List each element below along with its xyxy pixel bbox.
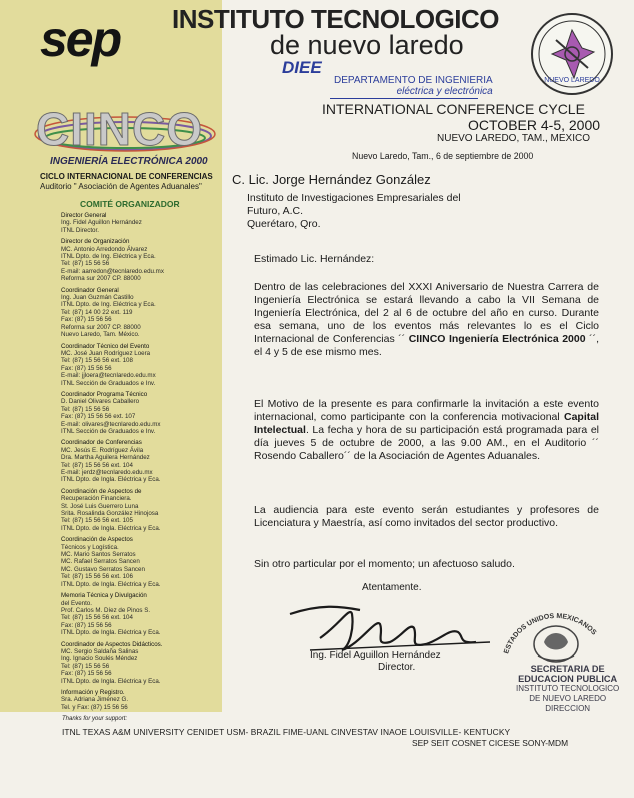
staff-line: D. Daniel Olivares Caballero [61, 398, 140, 406]
p2-text: El Motivo de la presente es para confirmarle la invitación a este evento internacional, como participante con la conferencia motivacional [254, 398, 599, 423]
stamp-line-2: EDUCACION PUBLICA [518, 674, 618, 684]
sponsors-line-2: SEP SEIT COSNET CICESE SONY-MDM [412, 738, 569, 748]
staff-line: Recuperación Financiera. [61, 495, 132, 503]
staff-line: MC. Antonio Arredondo Álvarez [61, 245, 148, 253]
staff-line: Fax: (87) 15 56 56 ext. 107 [61, 413, 136, 421]
staff-line: E-mail: jerdz@tecnlaredo.edu.mx [61, 469, 153, 476]
recipient-name: C. Lic. Jorge Hernández González [232, 172, 431, 187]
ciinco-subtitle: INGENIERÍA ELECTRÓNICA 2000 [50, 156, 208, 167]
staff-line: Fax: (87) 15 56 56 [61, 621, 112, 629]
staff-line: Tel: (87) 14 00 22 ext. 119 [61, 308, 133, 316]
ciinco-wordmark: CIINCO [36, 103, 203, 155]
seal-icon [516, 10, 628, 100]
staff-line: Coordinador General [61, 286, 119, 294]
sponsors-line-1: ITNL TEXAS A&M UNIVERSITY CENIDET USM- BRAZIL FIME-UANL CINVESTAV INAOE LOUISVILLE- KENTUCKY [62, 727, 511, 737]
staff-group [61, 592, 219, 636]
staff-line: Memoria Técnica y Divulgación [61, 592, 147, 600]
staff-line: E-mail: jjloera@tecnlaredo.edu.mx [61, 372, 156, 380]
recipient-address [247, 192, 461, 231]
stamp-text [516, 664, 619, 714]
staff-line: ITNL Sección de Graduados e Inv. [61, 379, 156, 387]
institute-title: INSTITUTO TECNOLOGICO [172, 4, 500, 34]
staff-line: ITNL Sección de Graduados e Inv. [61, 427, 156, 435]
staff-line: Tel: (87) 15 56 56 [61, 260, 110, 268]
salutation: Estimado Lic. Hernández: [254, 253, 375, 265]
institute-subtitle: de nuevo laredo [270, 30, 464, 60]
itnl-seal [516, 10, 628, 105]
staff-line: E-mail: aarredon@tecnlaredo.edu.mx [61, 267, 164, 275]
department-name [334, 75, 493, 97]
staff-line: Ing. Juan Guzmán Castillo [61, 294, 134, 302]
staff-group [61, 689, 219, 711]
department-line-1: DEPARTAMENTO DE INGENIERIA [334, 75, 493, 86]
stamp-line-5: DIRECCION [545, 704, 591, 713]
staff-line: ITNL Dpto. de Ing. Eléctrica y Eca. [61, 253, 156, 261]
p2-tail: . La fecha y hora de su participación está programada para el día jueves 5 de octubre de 2000, a las 9.00 AM., en el Auditorio ´´ Rosendo Caballero´´ de la Asociación de Agentes Aduanales. [254, 423, 599, 462]
staff-line: Ing. Fidel Aguillon Hernández [61, 219, 142, 227]
stamp-line-4: DE NUEVO LAREDO [529, 694, 607, 703]
conference-title: INTERNATIONAL CONFERENCE CYCLE [322, 101, 585, 117]
conference-place: NUEVO LAREDO, TAM., MEXICO [437, 133, 590, 144]
staff-line: ITNL Director. [61, 226, 99, 234]
cycle-title: CICLO INTERNACIONAL DE CONFERENCIAS [40, 172, 213, 181]
staff-line: Tel. y Fax: (87) 15 56 56 [61, 703, 128, 711]
p2-bold: Capital Intelectual [254, 410, 599, 436]
staff-line: Coordinación de Aspectos de [61, 487, 142, 495]
staff-line: Tel: (87) 15 56 56 ext. 106 [61, 573, 133, 581]
recipient-line-1: Instituto de Investigaciones Empresariales del [247, 192, 461, 204]
recipient-line-3: Querétaro, Qro. [247, 218, 321, 230]
paragraph-2 [254, 398, 599, 463]
staff-line: MC. José Juan Rodríguez Loera [61, 349, 151, 357]
signature-icon [280, 594, 500, 656]
staff-line: Coordinación de Aspectos [61, 536, 133, 544]
staff-line: Fax: (87) 15 56 56 [61, 670, 112, 678]
committee-heading: COMITÉ ORGANIZADOR [80, 199, 180, 209]
stamp-line-3: INSTITUTO TECNOLOGICO [516, 684, 620, 693]
paragraph-3: La audiencia para este evento serán estudiantes y profesores de Licenciatura y Maestría, así como invitados del sector productivo. [254, 504, 599, 529]
paragraph-4: Sin otro particular por el momento; un afectuoso saludo. [254, 558, 515, 570]
staff-group [61, 212, 219, 234]
staff-line: ITNL Dpto. de Ingla. Eléctrica y Eca. [61, 524, 161, 532]
staff-line: Coordinador de Conferencias [61, 439, 142, 447]
staff-line: Prof. Carlos M. Díez de Pinos S. [61, 606, 151, 614]
staff-line: Nuevo Laredo, Tam. México. [61, 331, 140, 339]
staff-line: MC. Sergio Saldaña Salinas [61, 647, 139, 655]
p1-tail: ´´, el 4 y 5 de ese mismo mes. [254, 332, 599, 358]
staff-group [61, 641, 219, 685]
staff-line: Tel: (87) 15 56 56 ext. 104 [61, 614, 133, 622]
staff-group [61, 439, 219, 483]
letter-date: Nuevo Laredo, Tam., 6 de septiembre de 2000 [352, 151, 534, 161]
staff-line: E-mail: olivares@tecnlaredo.edu.mx [61, 420, 161, 428]
paragraph-1 [254, 281, 599, 358]
staff-group [61, 343, 219, 387]
department-line-2: eléctrica y electrónica [396, 86, 493, 97]
staff-line: ITNL Dpto. de Ingla. Eléctrica y Eca. [61, 476, 161, 484]
official-stamp [486, 582, 626, 671]
svg-text:ESTADOS UNIDOS MEXICANOS [503, 613, 597, 655]
sep-logo: sep [40, 11, 121, 67]
staff-line: Tel: (87) 15 56 56 ext. 108 [61, 357, 133, 365]
staff-group [61, 488, 219, 532]
staff-line: ITNL Dpto. de Ingla. Eléctrica y Eca. [61, 629, 161, 637]
recipient-line-2: Futuro, A.C. [247, 205, 304, 217]
staff-line: Fax: (87) 15 56 56 [61, 316, 112, 324]
staff-line: ITNL Dpto. de Ingla. Eléctrica y Eca. [61, 677, 161, 685]
staff-line: St. José Luis Guerrero Luna [61, 502, 139, 510]
staff-group [61, 391, 219, 435]
staff-line: MC. Jesús E. Rodríguez Ávila [61, 446, 144, 454]
staff-line: ITNL Dpto. de Ing. Eléctrica y Eca. [61, 301, 156, 309]
staff-line: Reforma sur 2007 CP. 88000 [61, 275, 141, 283]
staff-line: Tel: (87) 15 56 56 ext. 105 [61, 517, 133, 525]
staff-line: MC. Rafael Serratos Sancen [61, 558, 140, 566]
conference-date: OCTOBER 4-5, 2000 [468, 117, 601, 133]
p1-bold: CIINCO Ingeniería Electrónica 2000 [408, 332, 586, 345]
staff-line: Coordinador Técnico del Evento [61, 342, 150, 350]
staff-line: Ing. Ignacio Soulés Méndez [61, 655, 138, 663]
signer-role: Director. [378, 662, 416, 673]
staff-group [61, 238, 219, 282]
staff-line: MC. Mario Santos Serratos [61, 551, 136, 559]
stamp-line-1: SECRETARIA DE [530, 664, 605, 674]
seal-label: NUEVO LAREDO [544, 77, 600, 84]
staff-group [61, 536, 219, 588]
staff-line: Srita. Rosalinda González Hinojosa [61, 510, 159, 518]
divider [330, 98, 478, 99]
stamp-icon [486, 582, 626, 666]
diee-logo: DIEE [282, 58, 322, 77]
staff-line: Reforma sur 2007 CP. 88000 [61, 323, 141, 331]
staff-line: Director de Organización [61, 238, 130, 246]
staff-line: Dra. Martha Aguilera Hernández [61, 454, 150, 462]
stamp-ring-text: ESTADOS UNIDOS MEXICANOS [503, 612, 598, 655]
staff-line: Coordinador de Aspectos Didácticos. [61, 640, 163, 648]
thanks-label: Thanks for your support: [62, 716, 128, 722]
staff-line: Director General [61, 212, 107, 219]
p1-text: Dentro de las celebraciones del XXXI Aniversario de Nuestra Carrera de Ingeniería Electrónica se estará llevando a cabo la VII Semana de Ingeniería Electrónica, del 2 al 6 de octubre del año en curso. Durante esa semana, uno de los eventos más relevantes lo es el Ciclo Internacional de Conferencias ´´ [254, 281, 599, 345]
staff-line: MC. Gustavo Serratos Sancen [61, 565, 145, 573]
staff-line: ITNL Dpto. de Ingla. Eléctrica y Eca. [61, 580, 161, 588]
staff-line: Tel: (87) 15 56 56 [61, 405, 110, 413]
staff-line: Coordinador Programa Técnico [61, 390, 148, 398]
staff-line: Tel: (87) 15 56 56 ext. 104 [61, 461, 133, 469]
venue-text: Auditorio " Asociación de Agentes Aduanales" [40, 182, 202, 191]
staff-list [61, 212, 219, 715]
staff-line: del Evento. [61, 599, 92, 607]
staff-line: Fax: (87) 15 56 56 [61, 364, 112, 372]
closing: Atentamente. [362, 582, 422, 593]
staff-line: Sra. Adriana Jiménez G. [61, 696, 129, 704]
staff-group [61, 287, 219, 339]
cycle-heading [40, 172, 213, 192]
staff-line: Información y Registro. [61, 688, 125, 696]
signer-name: Ing. Fidel Aguillon Hernández [310, 650, 441, 661]
staff-line: Tel: (87) 15 56 56 [61, 662, 110, 670]
staff-line: Técnicos y Logística. [61, 543, 119, 551]
